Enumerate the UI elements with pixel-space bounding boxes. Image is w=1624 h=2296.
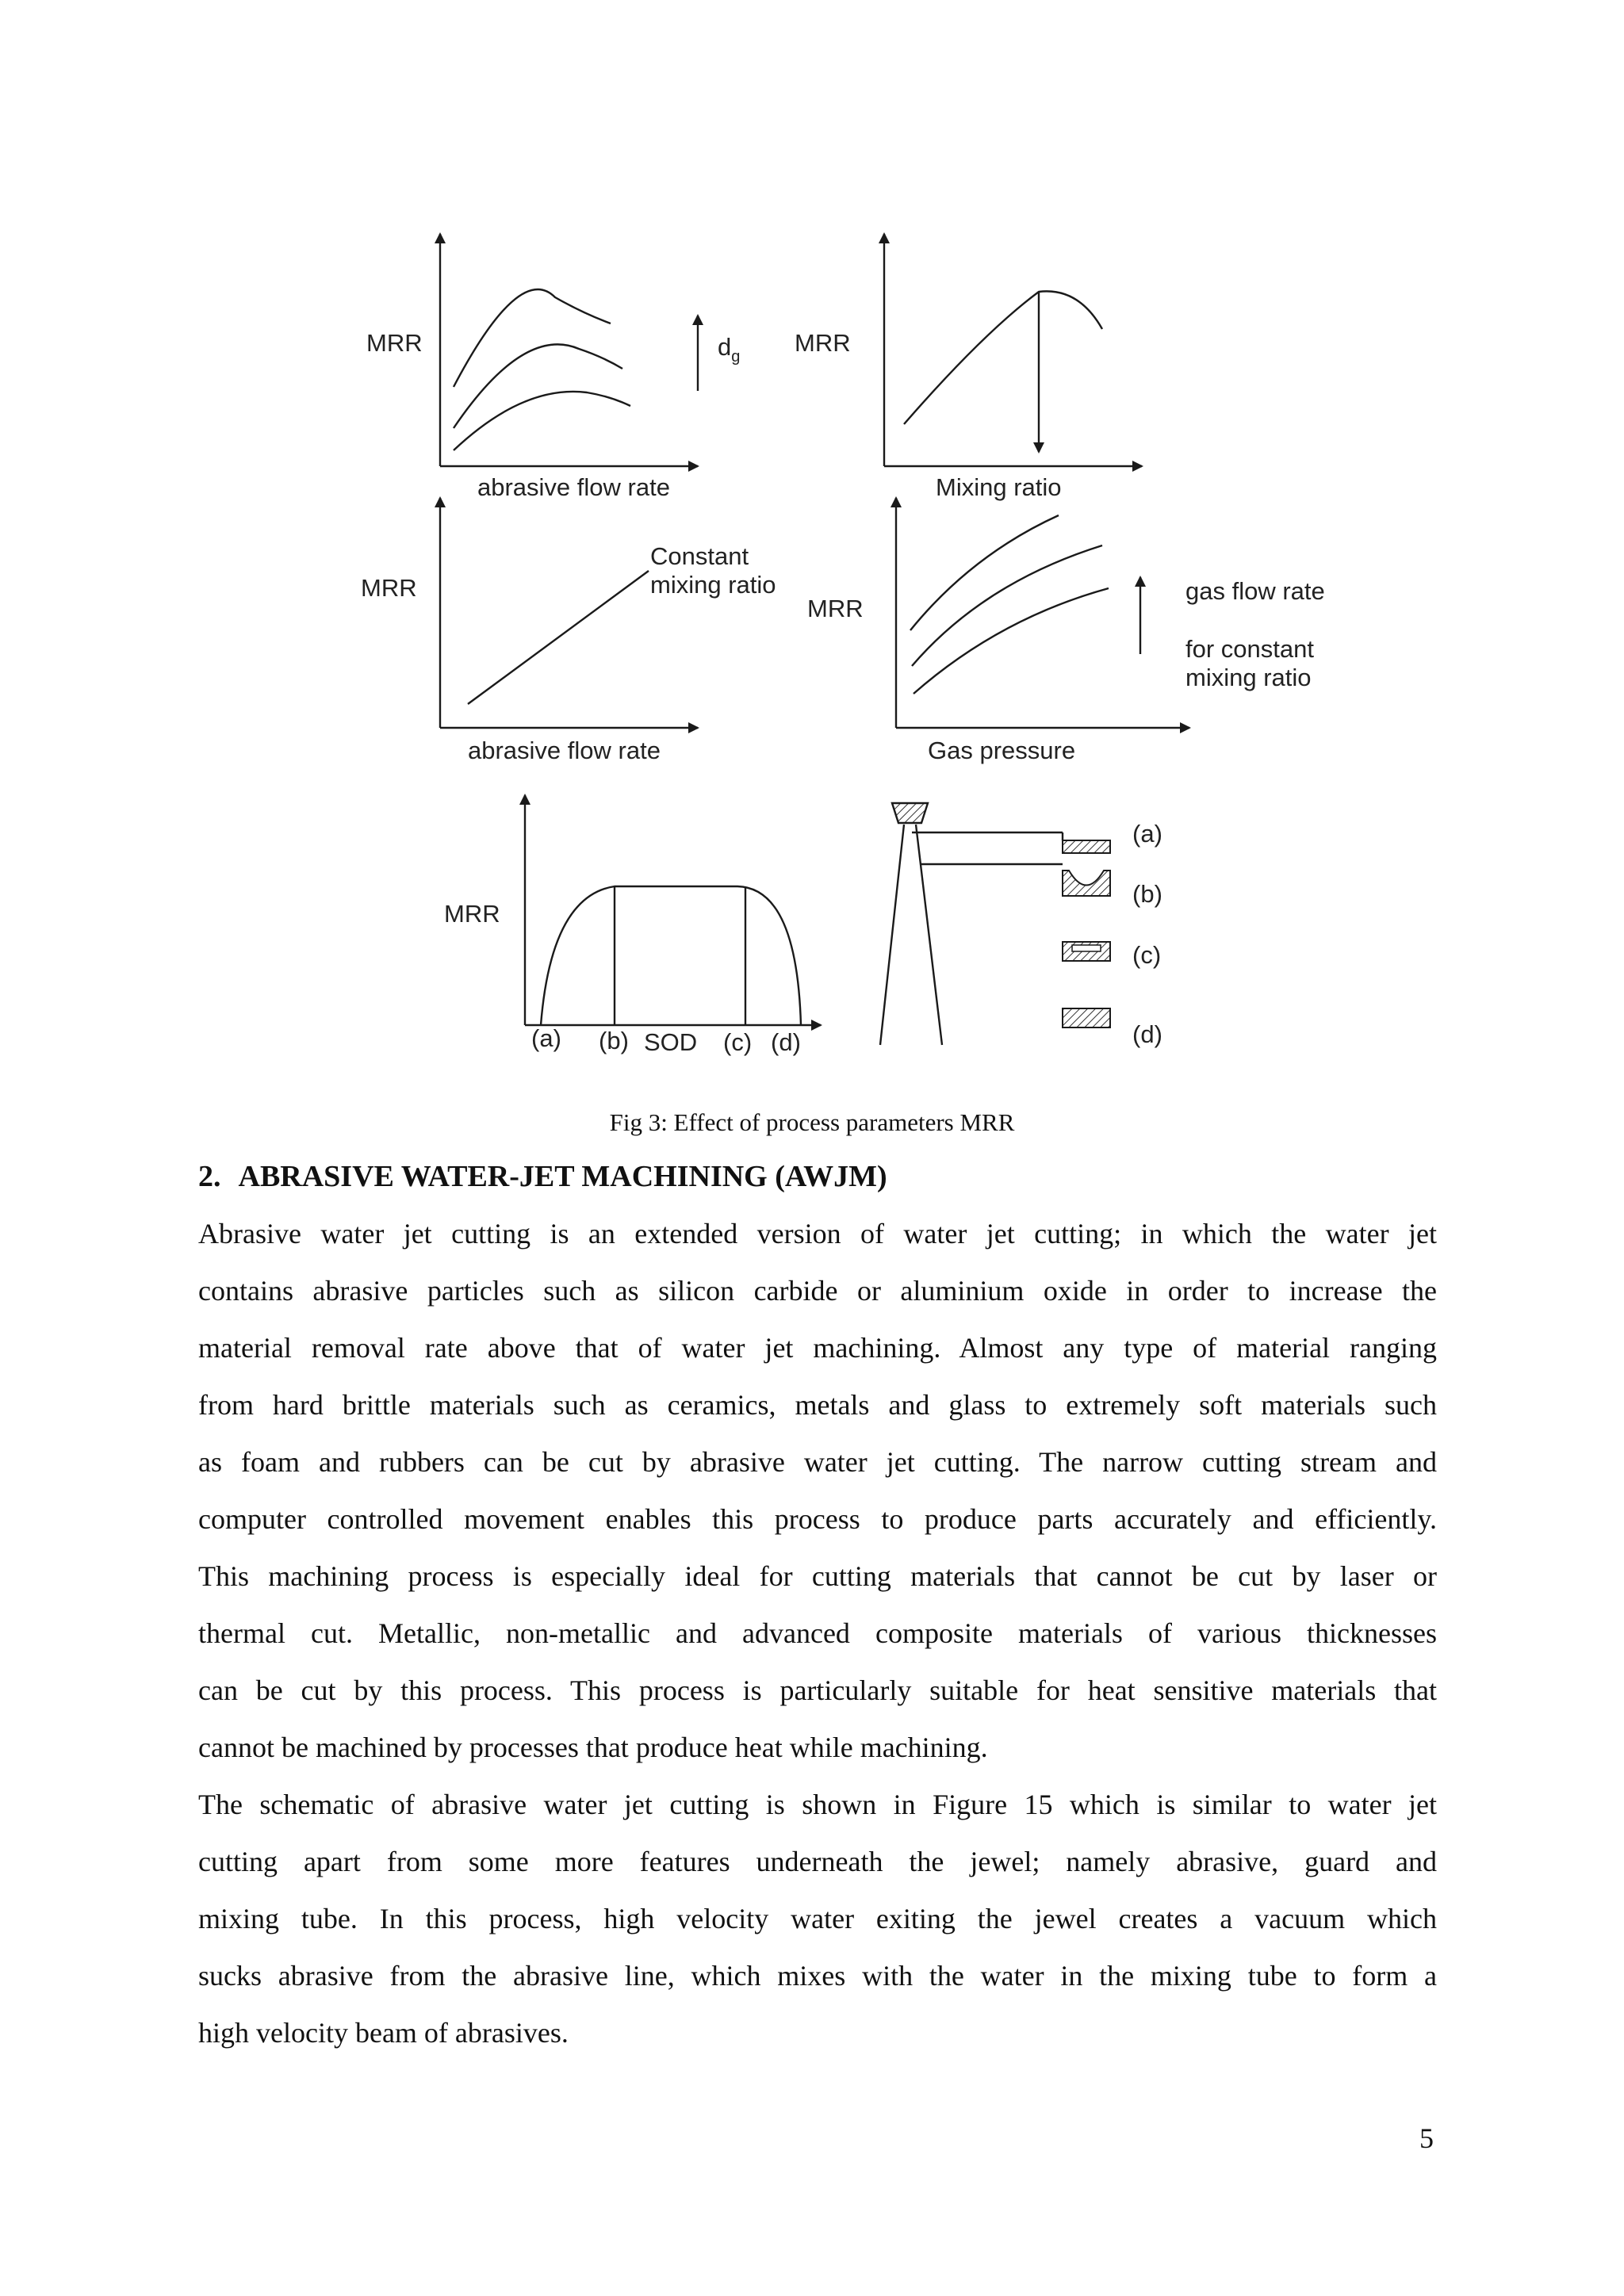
paragraph-line: cutting apart from some more features underneath the jewel; namely abrasive, guard and	[198, 1846, 1437, 1877]
jet-standoff-diagram	[880, 803, 1162, 1048]
jet-right-edge	[916, 825, 942, 1045]
paragraph-line: thermal cut. Metallic, non-metallic and advanced composite materials of various thicknesses	[198, 1617, 1437, 1649]
plot-mrr-linear-abrasive-flow-rate	[361, 498, 776, 764]
page-number: 5	[1419, 2122, 1434, 2154]
plot-mrr-vs-mixing-ratio	[795, 234, 1142, 501]
plot4-y-label: MRR	[807, 595, 864, 622]
plot5-y-label: MRR	[444, 900, 500, 928]
plot4-curve-bottom	[914, 588, 1109, 694]
plot1-curve-middle	[454, 344, 622, 428]
paragraph-line: sucks abrasive from the abrasive line, which mixes with the water in the mixing tube to form a	[198, 1960, 1437, 1992]
jet-left-edge	[880, 825, 904, 1045]
paragraph-line: from hard brittle materials such as ceramics, metals and glass to extremely soft materials such	[198, 1389, 1437, 1421]
paragraph-awjm-description	[198, 1205, 1437, 1776]
plot2-curve	[904, 291, 1102, 424]
workpiece-a-icon	[1063, 840, 1110, 853]
plot2-x-label: Mixing ratio	[936, 473, 1062, 501]
workpiece-d-icon	[1063, 1008, 1110, 1027]
jet-label-a: (a)	[1132, 820, 1162, 848]
section-title: ABRASIVE WATER-JET MACHINING (AWJM)	[238, 1160, 887, 1193]
paragraph-line: mixing tube. In this process, high velocity water exiting the jewel creates a vacuum which	[198, 1903, 1437, 1934]
paragraph-awjm-schematic	[198, 1776, 1437, 2061]
paragraph-line: Abrasive water jet cutting is an extended version of water jet cutting; in which the water jet	[198, 1218, 1437, 1249]
mrr-parameter-figure	[0, 0, 1624, 1094]
jet-label-d: (d)	[1132, 1020, 1162, 1048]
plot1-y-label: MRR	[366, 329, 423, 357]
plot1-dg-label: $d_g$	[718, 333, 741, 365]
nozzle-icon	[892, 803, 928, 823]
plot5-tick-b: (b)	[599, 1027, 629, 1054]
workpiece-b-icon	[1063, 871, 1110, 896]
plot4-curve-top	[910, 515, 1059, 630]
paragraph-line: high velocity beam of abrasives.	[198, 2017, 569, 2049]
paragraph-line: The schematic of abrasive water jet cutting is shown in Figure 15 which is similar to water jet	[198, 1789, 1437, 1820]
paragraph-line: as foam and rubbers can be cut by abrasive water jet cutting. The narrow cutting stream and	[198, 1446, 1437, 1478]
plot5-tick-d: (d)	[771, 1028, 801, 1056]
plot4-x-label: Gas pressure	[928, 737, 1076, 764]
plot4-legend-line3: mixing ratio	[1185, 664, 1312, 691]
jet-label-c: (c)	[1132, 941, 1162, 969]
plot3-annotation-line2: mixing ratio	[650, 571, 776, 599]
plot3-y-label: MRR	[361, 574, 417, 602]
section-number: 2.	[198, 1160, 221, 1193]
plot4-curve-middle	[912, 545, 1102, 666]
plot-mrr-vs-gas-pressure	[807, 498, 1325, 764]
paragraph-line: can be cut by this process. This process is particularly suitable for heat sensitive materials that	[198, 1674, 1437, 1706]
plot3-x-label: abrasive flow rate	[468, 737, 661, 764]
plot1-curve-bottom	[454, 392, 630, 450]
plot4-legend-line1: gas flow rate	[1185, 577, 1325, 605]
paragraph-line: contains abrasive particles such as silicon carbide or aluminium oxide in order to increase the	[198, 1275, 1437, 1307]
plot3-line	[468, 571, 649, 704]
plot3-annotation-line1: Constant	[650, 542, 749, 570]
paragraph-line: cannot be machined by processes that produce heat while machining.	[198, 1732, 988, 1763]
plot4-legend-line2: for constant	[1185, 635, 1314, 663]
plot1-curve-top	[454, 289, 611, 387]
plot-mrr-vs-abrasive-flow-rate	[366, 234, 740, 501]
plot5-x-label: SOD	[644, 1028, 698, 1056]
plot2-y-label: MRR	[795, 329, 851, 357]
figure-caption: Fig 3: Effect of process parameters MRR	[609, 1108, 1015, 1136]
plot5-tick-a: (a)	[531, 1024, 561, 1052]
section-heading	[198, 1159, 887, 1194]
paragraph-line: material removal rate above that of water jet machining. Almost any type of material ranging	[198, 1332, 1437, 1364]
paragraph-line: computer controlled movement enables this process to produce parts accurately and efficiently.	[198, 1503, 1437, 1535]
plot-mrr-vs-sod	[444, 795, 821, 1056]
workpiece-c-shallow-cut	[1072, 945, 1101, 951]
jet-label-b: (b)	[1132, 880, 1162, 908]
paragraph-line: This machining process is especially ideal for cutting materials that cannot be cut by laser or	[198, 1560, 1437, 1592]
plot5-tick-c: (c)	[723, 1028, 753, 1056]
plot1-x-label: abrasive flow rate	[477, 473, 670, 501]
plot5-curve	[541, 886, 801, 1025]
